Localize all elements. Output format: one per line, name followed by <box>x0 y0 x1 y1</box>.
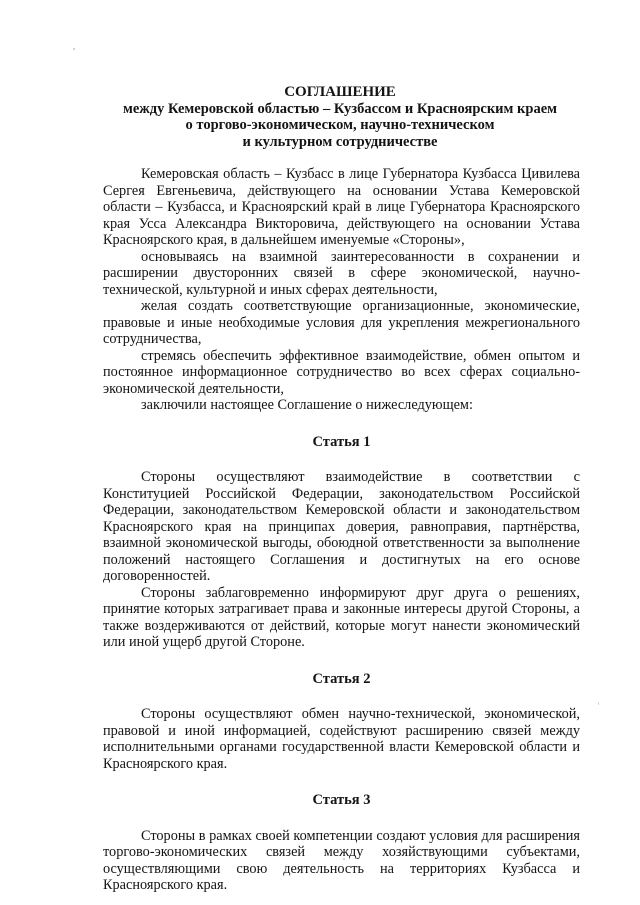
article-3-heading: Статья 3 <box>312 792 371 808</box>
document-title: СОГЛАШЕНИЕ <box>284 84 396 100</box>
scan-speck <box>598 702 599 705</box>
document-subtitle-line: между Кемеровской областью – Кузбассом и Красноярским краем <box>122 100 558 117</box>
document-subtitle-line: и культурном сотрудничестве <box>242 133 438 150</box>
scan-speck <box>73 48 75 50</box>
article-1-paragraph: Стороны заблаговременно информируют друг друга о решениях, принятие которых затрагивает права и законные интересы другой Стороны, а также воздерживаются от действий, которые могут нанести экономический или иной ущерб другой Стороне. <box>103 584 580 650</box>
document-subtitle-line: о торгово-экономическом, научно-техническом <box>185 117 495 133</box>
preamble-paragraph: желая создать соответствующие организационные, экономические, правовые и иные необходимые условия для укрепления межрегионального сотрудничества, <box>103 298 580 347</box>
article-2-paragraph: Стороны осуществляют обмен научно-технической, экономической, правовой и иной информацией, содействуют расширению связей между исполнительными органами государственной власти Кемеровской области и Красноярского края. <box>103 706 580 772</box>
preamble-paragraph: основываясь на взаимной заинтересованности в сохранении и расширении двусторонних связей в сфере экономической, научно-технической, культурной и иных сферах деятельности, <box>103 248 580 298</box>
preamble-paragraph: стремясь обеспечить эффективное взаимодействие, обмен опытом и постоянное информационное сотрудничество во всех сферах социально-экономической деятельности, <box>103 347 580 397</box>
preamble-paragraph: заключили настоящее Соглашение о нижеследующем: <box>141 397 473 413</box>
preamble-paragraph: Кемеровская область – Кузбасс в лице Губернатора Кузбасса Цивилева Сергея Евгеньевича, действующего на основании Устава Кемеровской области – Кузбасса, и Красноярский край в лице Губернатора Красноярского края Усса Александра Викторовича, действующего на основании Устава Красноярского края, в дальнейшем именуемые «Стороны», <box>103 166 580 248</box>
document-body <box>103 166 580 894</box>
article-1-paragraph: Стороны осуществляют взаимодействие в соответствии с Конституцией Российской Федерации, законодательством Российской Федерации, законодательством Кемеровской области и законодательством Красноярского края на принципах доверия, равноправия, партнёрства, взаимной экономической выгоды, обоюдной ответственности за выполнение положений настоящего Соглашения и достигнутых на его основе договоренностей. <box>103 469 580 584</box>
article-3-paragraph: Стороны в рамках своей компетенции создают условия для расширения торгово-экономических связей между хозяйствующими субъектами, осуществляющими свою деятельность на территориях Кузбасса и Красноярского края. <box>103 827 580 893</box>
article-2-heading: Статья 2 <box>312 670 371 687</box>
article-1-heading: Статья 1 <box>312 433 371 450</box>
document-title-block <box>100 84 580 150</box>
